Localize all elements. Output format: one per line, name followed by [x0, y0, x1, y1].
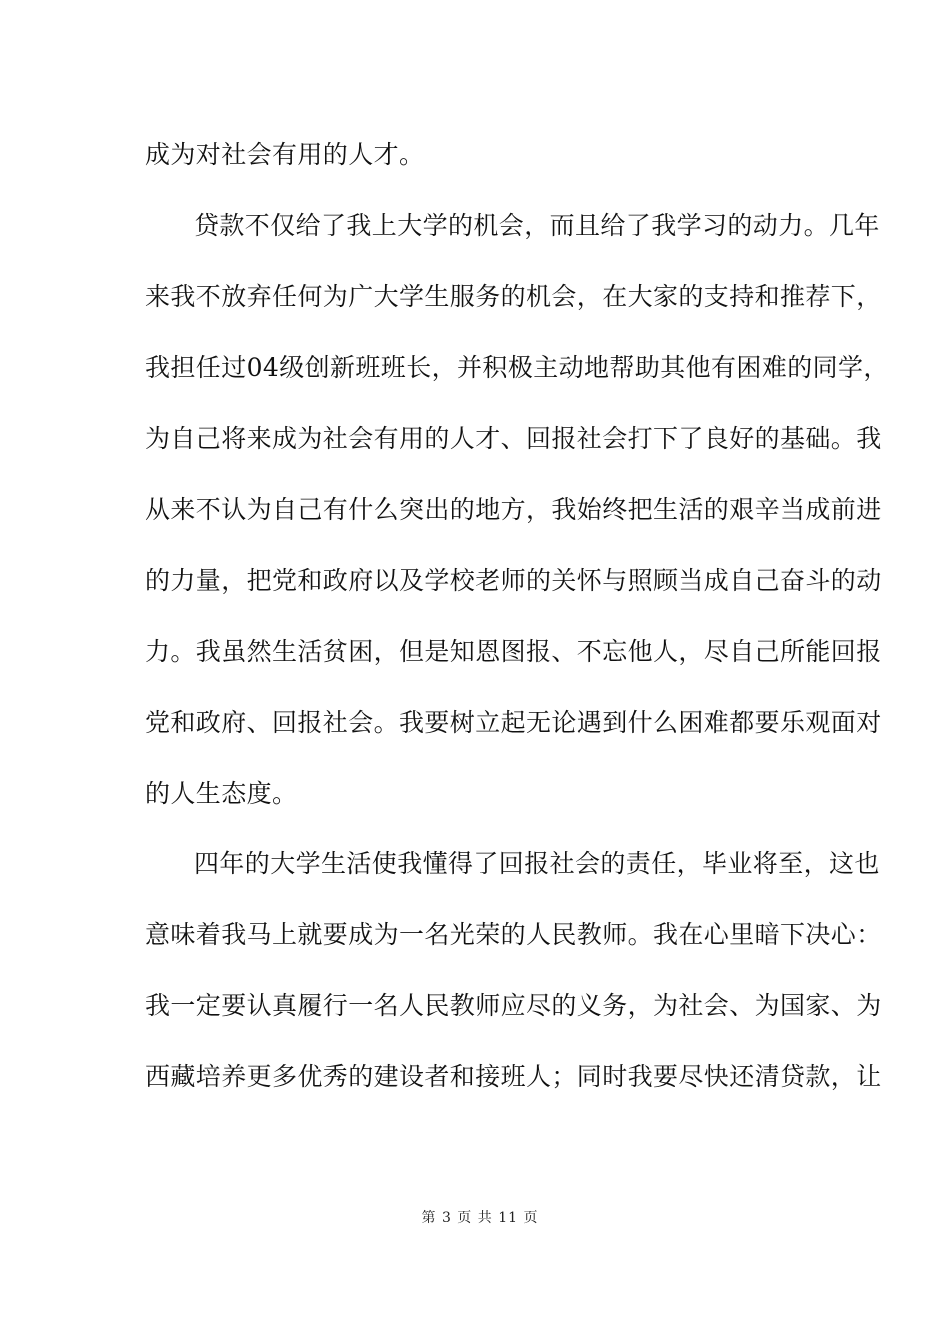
- text-line: 从来不认为自己有什么突出的地方，我始终把生活的艰辛当成前进: [145, 495, 882, 524]
- paragraph-first-line: 贷款不仅给了我上大学的机会，而且给了我学习的动力。几年: [194, 211, 880, 240]
- text-line: 为自己将来成为社会有用的人才、回报社会打下了良好的基础。我: [145, 424, 882, 453]
- text-line: 的人生态度。: [145, 779, 298, 808]
- text-line: 我担任过04级创新班班长，并积极主动地帮助其他有困难的同学，: [145, 353, 889, 382]
- page-number-footer: 第 3 页 共 11 页: [421, 1210, 539, 1226]
- paragraph-first-line: 四年的大学生活使我懂得了回报社会的责任，毕业将至，这也: [194, 849, 880, 878]
- text-line: 党和政府、回报社会。我要树立起无论遇到什么困难都要乐观面对: [145, 708, 882, 737]
- text-line: 我一定要认真履行一名人民教师应尽的义务，为社会、为国家、为: [145, 991, 882, 1020]
- text-line: 意味着我马上就要成为一名光荣的人民教师。我在心里暗下决心：: [145, 920, 882, 949]
- text-line: 力。我虽然生活贫困，但是知恩图报、不忘他人，尽自己所能回报: [145, 637, 882, 666]
- text-line: 成为对社会有用的人才。: [145, 140, 425, 169]
- text-line: 西藏培养更多优秀的建设者和接班人；同时我要尽快还清贷款，让: [145, 1062, 882, 1091]
- text-line: 来我不放弃任何为广大学生服务的机会，在大家的支持和推荐下，: [145, 282, 882, 311]
- text-line: 的力量，把党和政府以及学校老师的关怀与照顾当成自己奋斗的动: [145, 566, 882, 595]
